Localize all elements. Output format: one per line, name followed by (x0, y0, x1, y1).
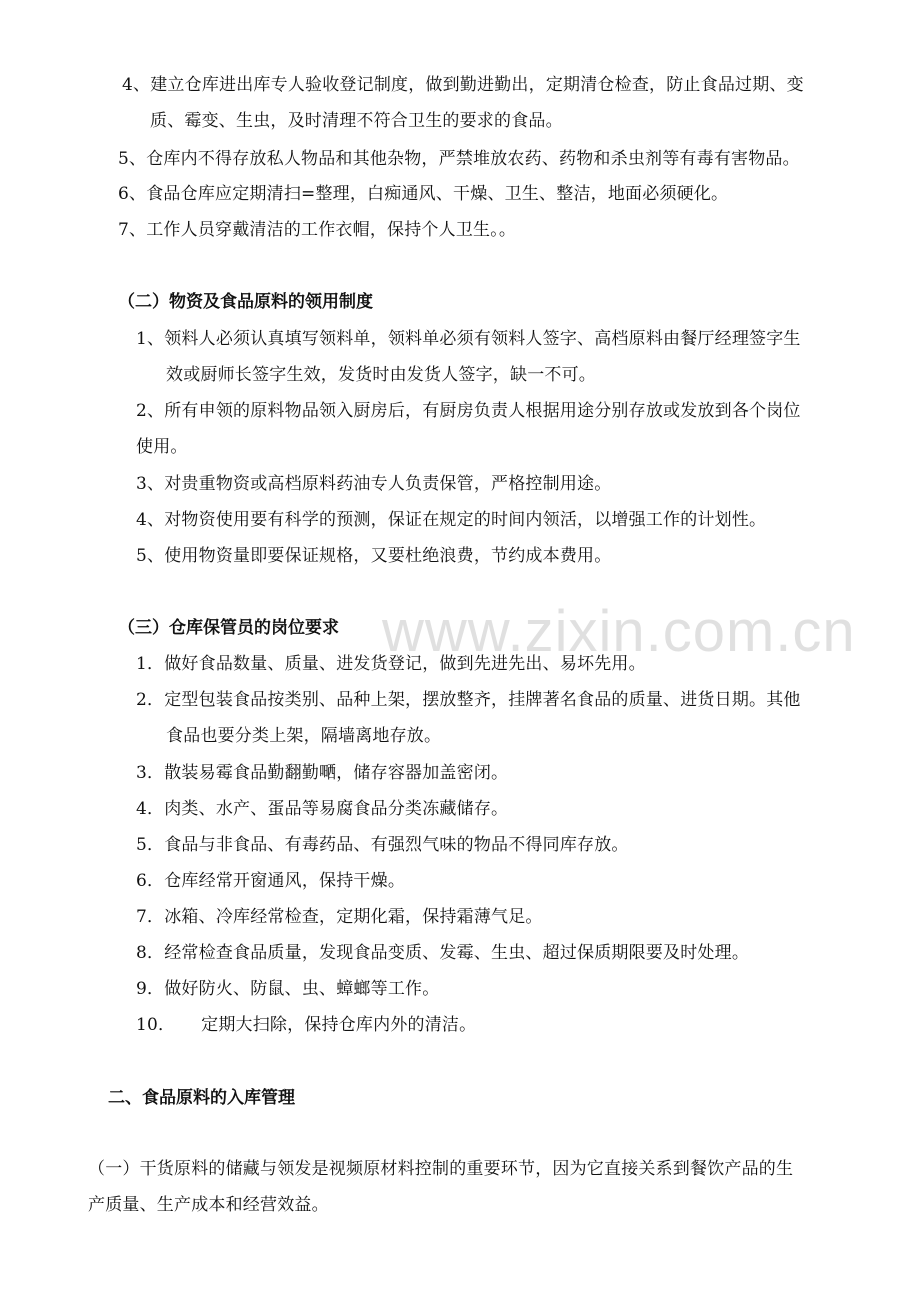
list-item: 4、建立仓库进出库专人验收登记制度，做到勤进勤出，定期清仓检查，防止食品过期、变 (122, 75, 804, 95)
list-item: 食品也要分类上架，隔墙离地存放。 (166, 726, 442, 746)
list-item: 5、使用物资量即要保证规格，又要杜绝浪费，节约成本费用。 (136, 546, 612, 566)
paragraph-line: （一）干货原料的储藏与领发是视频原材料控制的重要环节，因为它直接关系到餐饮产品的生 (88, 1159, 794, 1179)
list-item: 10． 定期大扫除，保持仓库内外的清洁。 (136, 1015, 477, 1035)
list-item: 9．做好防火、防鼠、虫、蟑螂等工作。 (136, 979, 440, 999)
list-item: 5．食品与非食品、有毒药品、有强烈气味的物品不得同库存放。 (136, 835, 629, 855)
watermark: www.zixin.com.cn (382, 599, 856, 664)
list-item: 2、所有申领的原料物品领入厨房后，有厨房负责人根据用途分别存放或发放到各个岗位 (136, 401, 801, 421)
list-item: 4．肉类、水产、蛋品等易腐食品分类冻藏储存。 (136, 799, 509, 819)
list-item: 5、仓库内不得存放私人物品和其他杂物，严禁堆放农药、药物和杀虫剂等有毒有害物品。 (118, 149, 800, 169)
list-item: 4、对物资使用要有科学的预测，保证在规定的时间内领活，以增强工作的计划性。 (136, 510, 767, 530)
list-item: 使用。 (136, 437, 188, 457)
list-item: 8．经常检查食品质量，发现食品变质、发霉、生虫、超过保质期限要及时处理。 (136, 943, 750, 963)
list-item: 效或厨师长签字生效，发货时由发货人签字，缺一不可。 (166, 365, 596, 385)
list-item: 3、对贵重物资或高档原料药油专人负责保管，严格控制用途。 (136, 474, 612, 494)
section-heading: （三）仓库保管员的岗位要求 (118, 618, 339, 638)
list-item: 质、霉变、生虫，及时清理不符合卫生的要求的食品。 (150, 111, 563, 131)
list-item: 2．定型包装食品按类别、品种上架，摆放整齐，挂牌著名食品的质量、进货日期。其他 (136, 690, 801, 710)
list-item: 1、领料人必须认真填写领料单，领料单必须有领料人签字、高档原料由餐厅经理签字生 (136, 329, 801, 349)
list-item: 6、食品仓库应定期清扫=整理，白痴通风、干燥、卫生、整洁，地面必须硬化。 (118, 184, 729, 204)
list-item: 1．做好食品数量、质量、进发货登记，做到先进先出、易坏先用。 (136, 654, 646, 674)
list-item: 3．散装易霉食品勤翻勤嗮，储存容器加盖密闭。 (136, 763, 509, 783)
list-item: 7、工作人员穿戴清洁的工作衣帽，保持个人卫生。。 (118, 220, 517, 240)
list-item: 7．冰箱、冷库经常检查，定期化霜，保持霜薄气足。 (136, 907, 543, 927)
section-heading: 二、食品原料的入库管理 (108, 1088, 295, 1108)
section-heading: （二）物资及食品原料的领用制度 (118, 292, 373, 312)
list-item: 6．仓库经常开窗通风，保持干燥。 (136, 871, 406, 891)
paragraph-line: 产质量、生产成本和经营效益。 (88, 1195, 329, 1215)
